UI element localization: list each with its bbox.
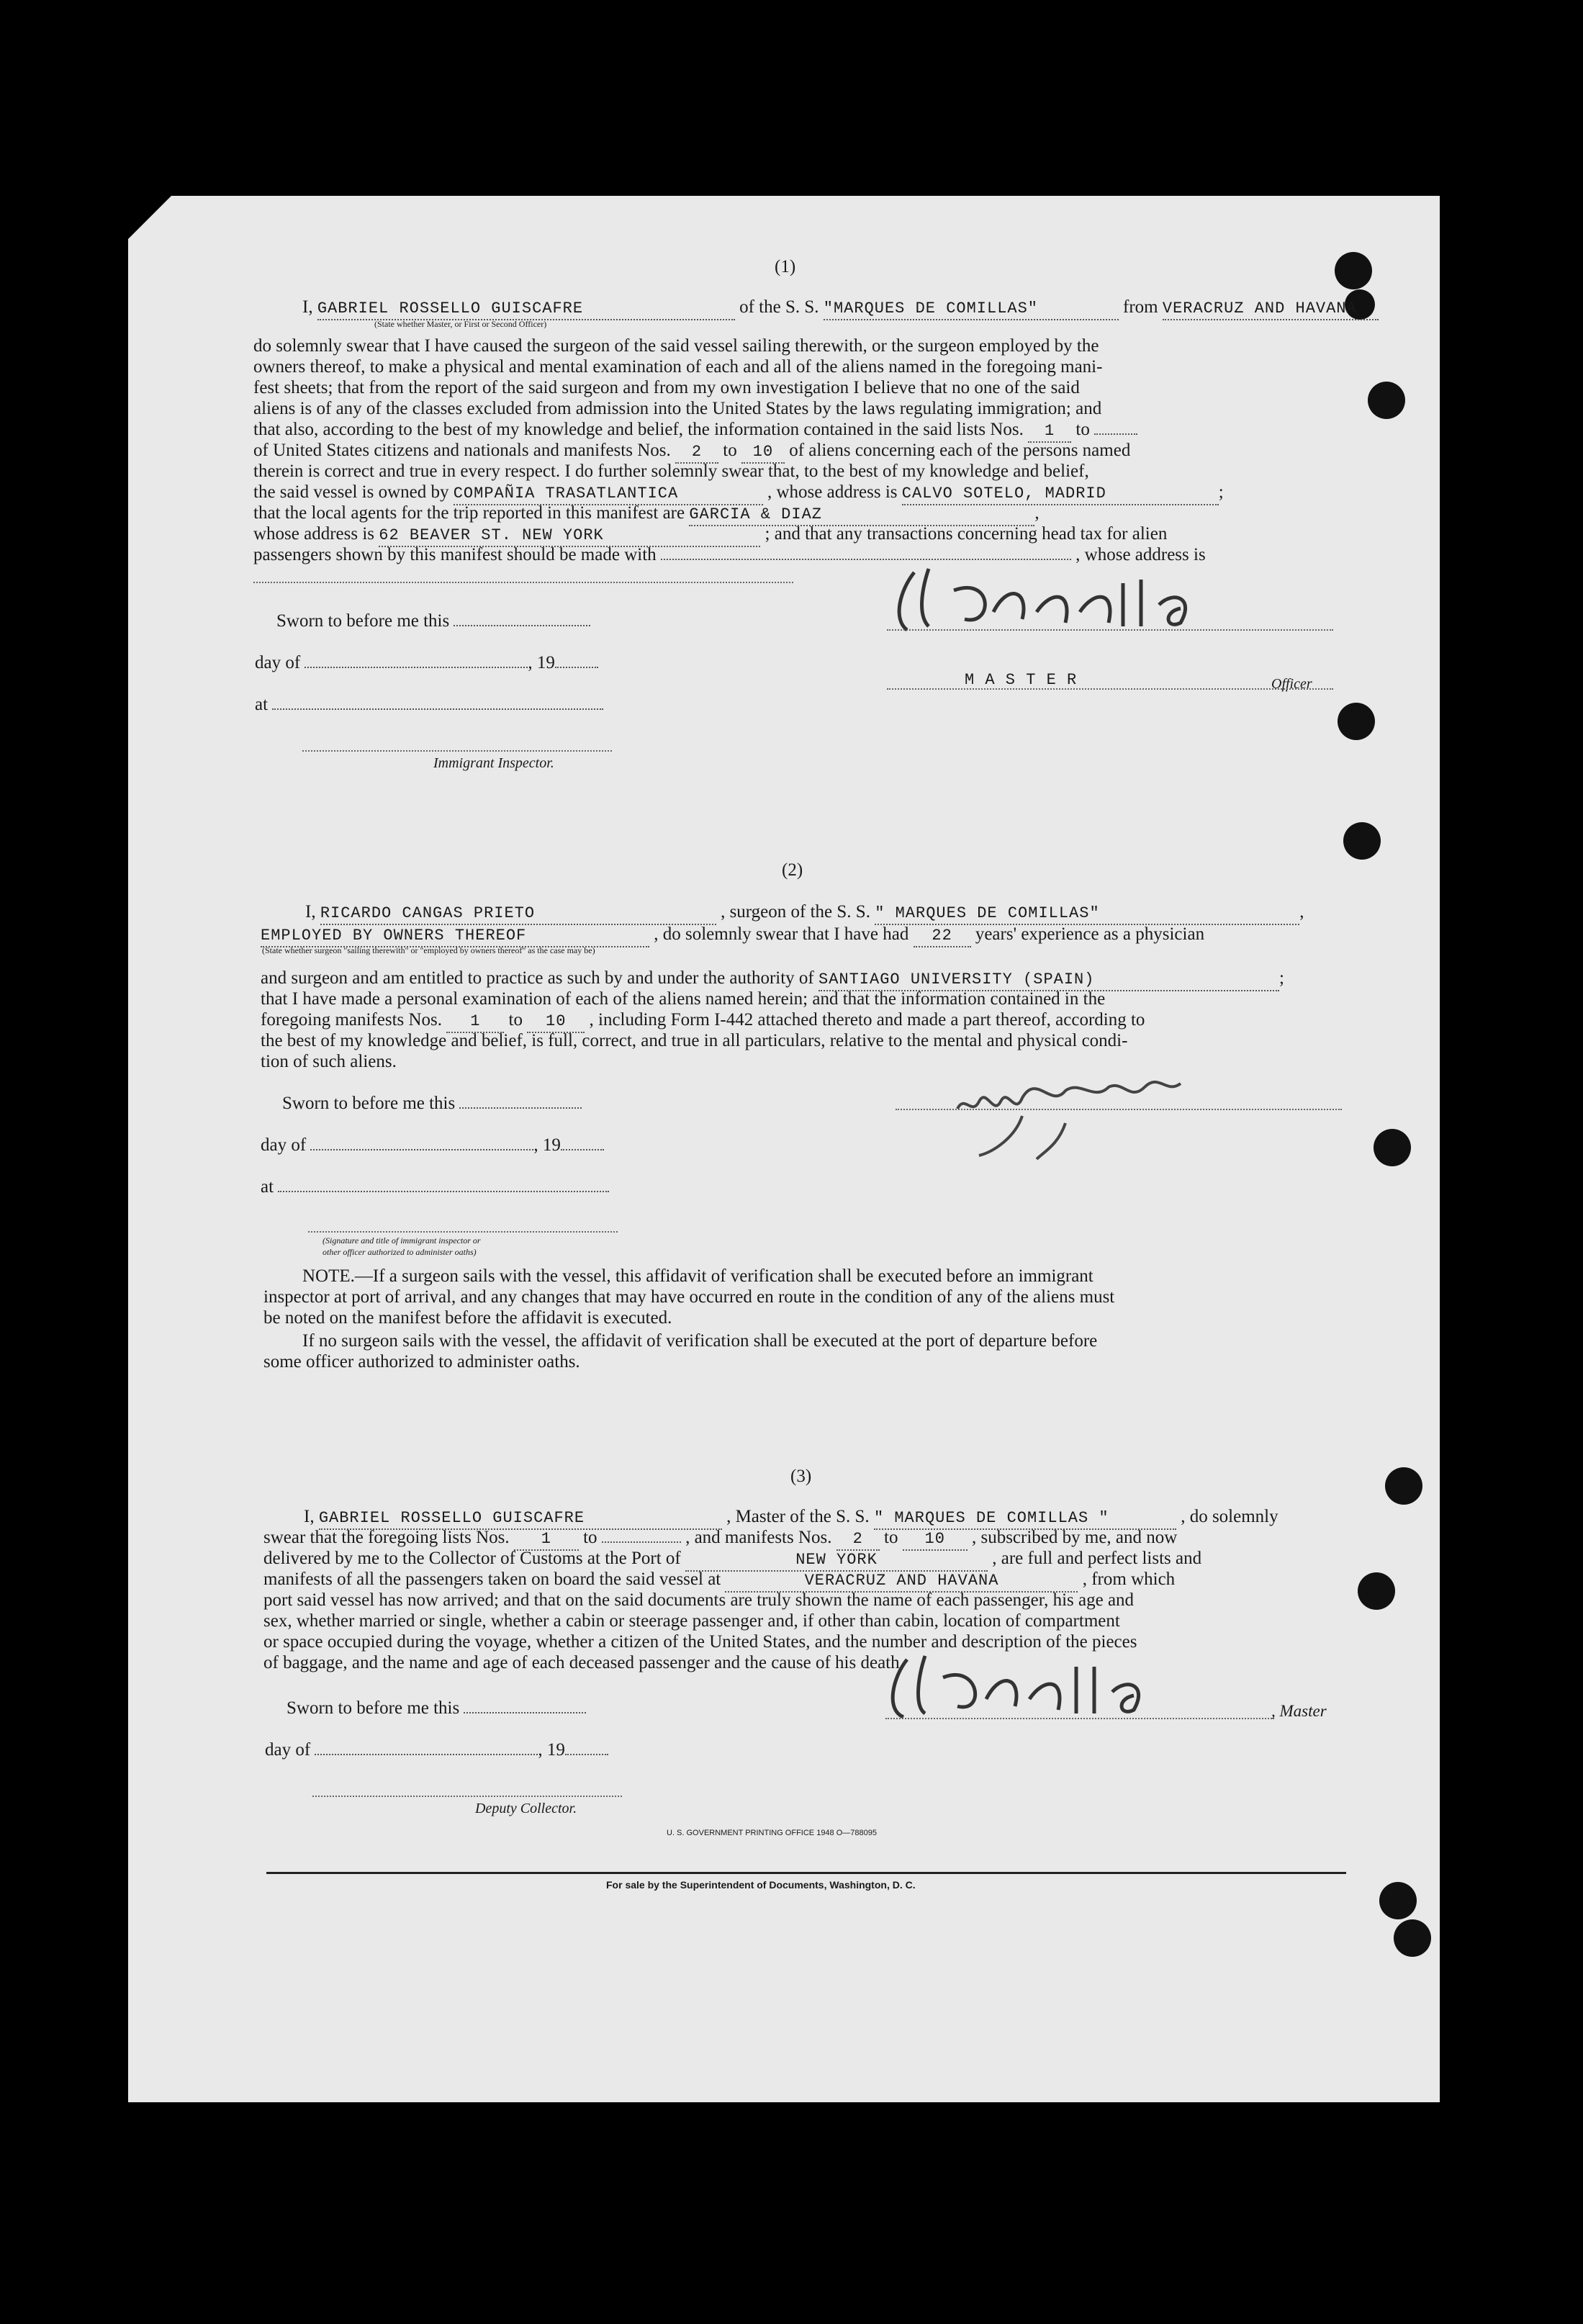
s2-line: tion of such aliens.	[261, 1052, 397, 1071]
punch-hole	[1379, 1882, 1417, 1919]
s2-surgeon-line: I, RICARDO CANGAS PRIETO , surgeon of the S. S. " MARQUES DE COMILLAS" ,	[305, 901, 1304, 925]
s2-line: that I have made a personal examination of each of the aliens named herein; and that the information contained in the	[261, 989, 1106, 1009]
s1-line: do solemnly swear that I have caused the surgeon of the said vessel sailing therewith, or the surgeon employed by the	[253, 336, 1099, 356]
surgeon-name-field: RICARDO CANGAS PRIETO	[320, 903, 716, 925]
sale-notice: For sale by the Superintendent of Documents, Washington, D. C.	[606, 1879, 916, 1891]
employment-field: EMPLOYED BY OWNERS THEREOF	[261, 925, 649, 947]
s2-at: at	[261, 1176, 609, 1197]
s3-vessel-field: " MARQUES DE COMILLAS "	[874, 1508, 1176, 1530]
officer-label: Officer	[1271, 676, 1312, 692]
punch-hole	[1368, 382, 1405, 419]
s3-master-line: I, GABRIEL ROSSELLO GUISCAFRE , Master of the S. S. " MARQUES DE COMILLAS " , do solemnly	[304, 1506, 1278, 1530]
s1-line-lists: that also, according to the best of my knowledge and belief, the information contained in the said lists Nos. 1 to	[253, 419, 1137, 443]
departure-ports-field: VERACRUZ AND HAVANA	[1163, 298, 1379, 320]
rank-field: M A S T E R	[965, 671, 1078, 689]
s1-sworn: Sworn to before me this	[276, 611, 590, 631]
s1-day-of: day of , 19	[255, 652, 598, 673]
s1-owner-line: the said vessel is owned by COMPAÑIA TRASATLANTICA , whose address is CALVO SOTELO, MADRID ;	[253, 482, 1224, 505]
s1-line-manifests: of United States citizens and nationals and manifests Nos. 2 to 10 of aliens concerning each of the persons named	[253, 440, 1130, 464]
s2-line: the best of my knowledge and belief, is full, correct, and true in all particulars, relative to the mental and physical condi-	[261, 1031, 1128, 1050]
printing-office-imprint: U. S. GOVERNMENT PRINTING OFFICE 1948 O—788095	[667, 1829, 877, 1837]
section-1-declaration: I, GABRIEL ROSSELLO GUISCAFRE of the S. S. "MARQUES DE COMILLAS" from VERACRUZ AND HAVANA	[302, 297, 1379, 320]
punch-hole	[1343, 822, 1381, 860]
agent-address-field: 62 BEAVER ST. NEW YORK	[379, 525, 760, 547]
immigrant-inspector-label: Immigrant Inspector.	[433, 755, 554, 771]
owner-field: COMPAÑIA TRASATLANTICA	[454, 483, 763, 505]
s2-sig-note-2: other officer authorized to administer oaths)	[323, 1247, 477, 1257]
master-label: , Master	[1271, 1702, 1327, 1720]
port-field: NEW YORK	[685, 1549, 988, 1572]
note-1: NOTE.—If a surgeon sails with the vessel, this affidavit of verification shall be executed before an immigrant	[302, 1266, 1093, 1286]
authority-field: SANTIAGO UNIVERSITY (SPAIN)	[818, 969, 1279, 991]
s2-state-note: (State whether surgeon "sailing therewith" or "employed by owners thereof" as the case may be)	[262, 945, 595, 955]
s2-employment-line: EMPLOYED BY OWNERS THEREOF , do solemnly swear that I have had 22 years' experience as a physician	[261, 924, 1204, 947]
s1-agent-address-line: whose address is 62 BEAVER ST. NEW YORK ; and that any transactions concerning head tax for alien	[253, 523, 1167, 547]
s2-day-of: day of , 19	[261, 1135, 604, 1156]
note-4: If no surgeon sails with the vessel, the affidavit of verification shall be executed at the port of departure before	[302, 1331, 1098, 1351]
s3-master-name-field: GABRIEL ROSSELLO GUISCAFRE	[319, 1508, 722, 1530]
s2-sig-note-1: (Signature and title of immigrant inspector or	[323, 1235, 481, 1246]
s1-agents-line: that the local agents for the trip reported in this manifest are GARCIA & DIAZ ,	[253, 503, 1039, 526]
s2-authority-line: and surgeon and am entitled to practice as such by and under the authority of SANTIAGO UNIVERSITY (SPAIN) ;	[261, 968, 1284, 991]
agents-field: GARCIA & DIAZ	[689, 504, 1034, 526]
s1-line: aliens is of any of the classes excluded from admission into the United States by the laws regulating immigration; and	[253, 399, 1102, 418]
punch-hole	[1374, 1129, 1411, 1166]
s1-line: fest sheets; that from the report of the said surgeon and from my own investigation I believe that no one of the said	[253, 378, 1080, 397]
note-3: be noted on the manifest before the affidavit is executed.	[263, 1308, 672, 1328]
s3-boarding-line: manifests of all the passengers taken on board the said vessel at VERACRUZ AND HAVANA , from which	[263, 1569, 1175, 1593]
section-2-number: (2)	[782, 860, 803, 880]
note-5: some officer authorized to administer oaths.	[263, 1352, 580, 1372]
surgeon-signature	[950, 1058, 1209, 1166]
punch-hole	[1358, 1572, 1395, 1610]
vessel-name-field: "MARQUES DE COMILLAS"	[824, 298, 1119, 320]
s1-line: owners thereof, to make a physical and mental examination of each and all of the aliens named in the foregoing mani-	[253, 357, 1103, 377]
punch-hole	[1338, 703, 1375, 740]
s3-line: of baggage, and the name and age of each deceased passenger and the cause of his death.	[263, 1653, 904, 1672]
s3-line: sex, whether married or single, whether a cabin or steerage passenger and, if other than cabin, location of compartment	[263, 1611, 1120, 1631]
s1-passengers-line: passengers shown by this manifest should be made with , whose address is	[253, 545, 1206, 564]
owner-address-field: CALVO SOTELO, MADRID	[902, 483, 1219, 505]
s3-line: or space occupied during the voyage, whether a citizen of the United States, and the number and description of the pieces	[263, 1632, 1137, 1652]
s3-sworn: Sworn to before me this	[287, 1698, 586, 1719]
punch-hole	[1394, 1919, 1431, 1957]
boarding-ports-field: VERACRUZ AND HAVANA	[725, 1570, 1078, 1593]
punch-hole	[1335, 252, 1372, 289]
note-2: inspector at port of arrival, and any changes that may have occurred en route in the condition of any of the aliens must	[263, 1287, 1115, 1307]
s2-sworn: Sworn to before me this	[282, 1093, 582, 1114]
s1-at: at	[255, 694, 603, 715]
s3-master-signature	[878, 1649, 1238, 1728]
s3-day-of: day of , 19	[265, 1739, 608, 1760]
s3-port-line: delivered by me to the Collector of Customs at the Port of NEW YORK , are full and perfect lists and	[263, 1548, 1201, 1572]
s3-line: port said vessel has now arrived; and that on the said documents are truly shown the name of each passenger, his age and	[263, 1590, 1135, 1610]
s2-manifests-line: foregoing manifests Nos. 1 to 10 , including Form I-442 attached thereto and made a part thereof, according to	[261, 1009, 1145, 1033]
section-3-number: (3)	[790, 1467, 812, 1486]
punch-hole	[1385, 1467, 1422, 1505]
deputy-collector-label: Deputy Collector.	[475, 1801, 577, 1816]
s2-vessel-field: " MARQUES DE COMILLAS"	[875, 903, 1299, 925]
years-field: 22	[914, 925, 971, 947]
s3-lists-line: swear that the foregoing lists Nos. 1 to , and manifests Nos. 2 to 10 , subscribed by me, and now	[263, 1527, 1177, 1551]
master-name-field: GABRIEL ROSSELLO GUISCAFRE	[317, 298, 735, 320]
section-1-number: (1)	[775, 257, 796, 276]
s1-line: therein is correct and true in every respect. I do further solemnly swear that, to the best of my knowledge and belief,	[253, 461, 1089, 481]
state-note: (State whether Master, or First or Second Officer)	[374, 319, 547, 329]
